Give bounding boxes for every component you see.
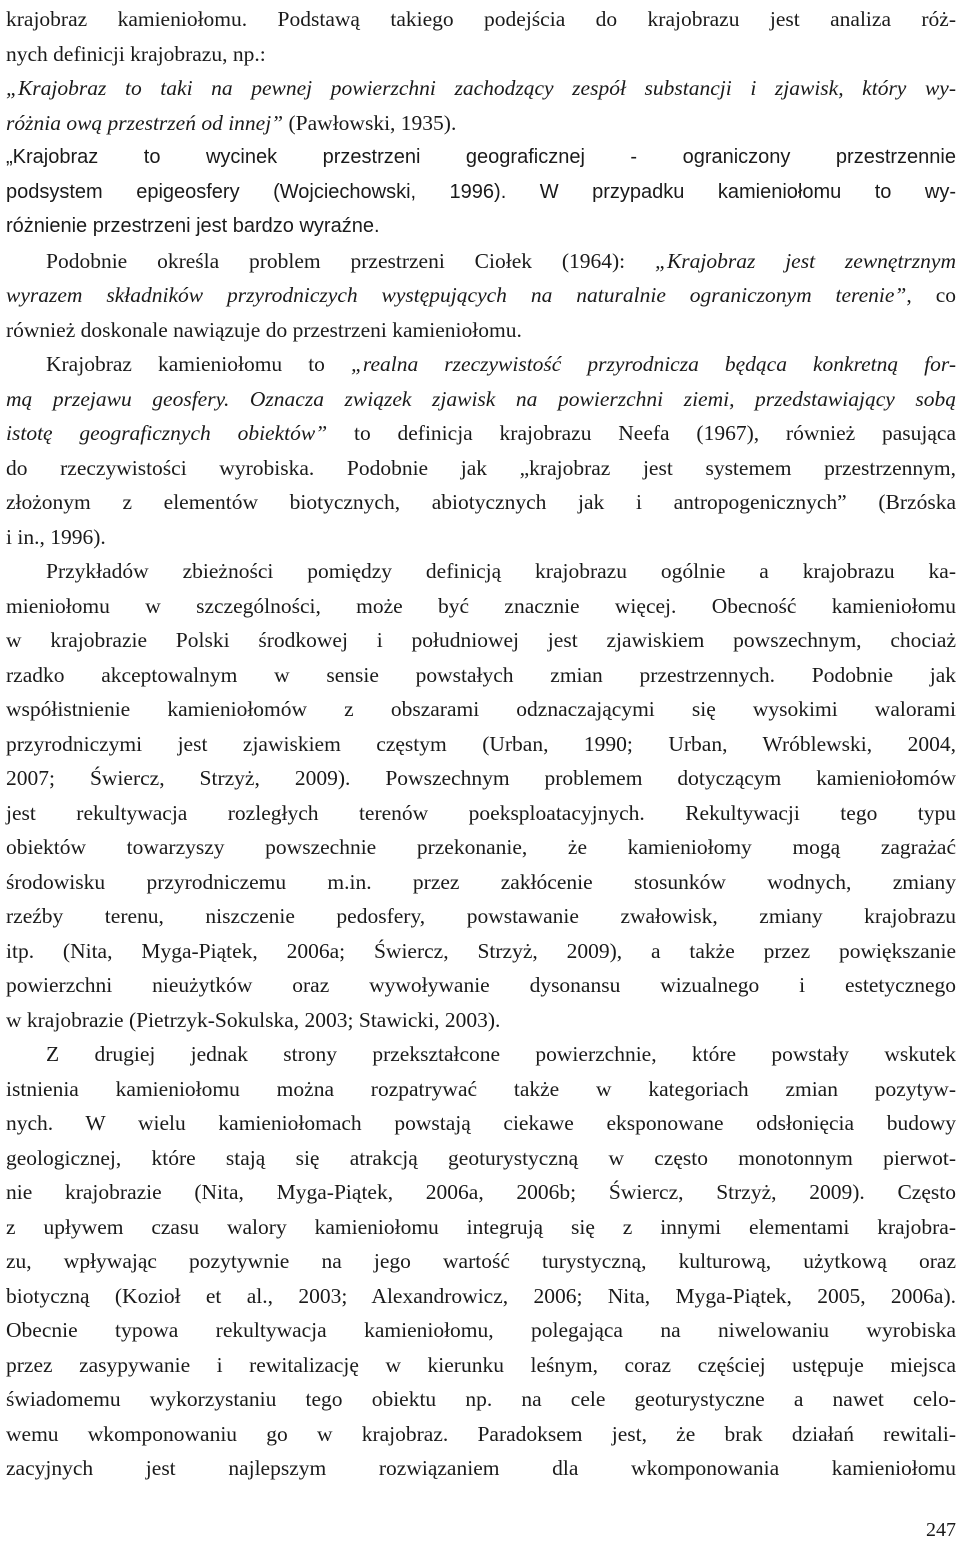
text-segment: rzeźby terenu, niszczenie pedosfery, powstawanie zwałowisk, zmiany krajobrazu xyxy=(6,904,956,928)
text-segment: powierzchni nieużytków oraz wywoływanie dysonansu wizualnego i estetycznego xyxy=(6,973,956,997)
text-segment: nych definicji krajobrazu, np.: xyxy=(6,41,266,66)
text-line xyxy=(6,2,956,36)
text-line xyxy=(6,1417,956,1451)
text-segment: świadomemu wykorzystaniu tego obiektu np. na cele geoturystyczne a nawet celo- xyxy=(6,1387,956,1411)
text-line xyxy=(6,1451,956,1485)
text-line xyxy=(6,382,956,416)
text-segment: w krajobrazie (Pietrzyk-Sokulska, 2003; Stawicki, 2003). xyxy=(6,1007,501,1032)
text-segment: przyrodniczymi jest zjawiskiem częstym (Urban, 1990; Urban, Wróblewski, 2004, xyxy=(6,731,956,756)
text-line xyxy=(6,1175,956,1209)
text-segment: to definicja krajobrazu Neefa (1967), również pasująca xyxy=(353,421,956,445)
text-segment: obiektów towarzyszy powszechnie przekonanie, że kamieniołomy mogą zagrażać xyxy=(6,835,956,859)
text-line xyxy=(6,347,956,381)
text-segment: geologicznej, które stają się atrakcją geoturystyczną w często monotonnym pierwot- xyxy=(6,1145,956,1170)
text-segment: Przykładów zbieżności pomiędzy definicją krajobrazu ogólnie a krajobrazu ka- xyxy=(46,559,956,583)
text-segment: Obecnie typowa rekultywacja kamieniołomu, polegająca na niwelowaniu wyrobiska xyxy=(6,1318,956,1342)
text-line xyxy=(6,830,956,864)
text-segment: złożonym z elementów biotycznych, abiotycznych jak i antropogenicznych” (Brzóska xyxy=(6,490,956,514)
text-line xyxy=(6,1348,956,1382)
text-segment: jest rekultywacja rozległych terenów poeksploatacyjnych. Rekultywacji tego typu xyxy=(6,800,956,825)
text-segment: , co xyxy=(906,283,957,307)
page-number: 247 xyxy=(926,1519,956,1541)
text-segment: zacyjnych jest najlepszym rozwiązaniem dla wkomponowania kamieniołomu xyxy=(6,1456,956,1480)
text-segment: różnienie przestrzeni jest bardzo wyraźne. xyxy=(6,215,380,237)
text-line xyxy=(6,106,956,140)
text-line xyxy=(6,278,956,312)
text-line xyxy=(6,451,956,485)
italic-text-segment: mą przejawu geosfery. Oznacza związek zjawisk na powierzchni ziemi, przedstawiający sobą xyxy=(6,386,956,411)
italic-text-segment: „Krajobraz to taki na pewnej powierzchni zachodzący zespół substancji i zjawisk, który wy- xyxy=(6,76,956,100)
text-line xyxy=(6,589,956,623)
text-segment: zu, wpływając pozytywnie na jego wartość turystyczną, kulturową, użytkową oraz xyxy=(6,1249,956,1273)
text-segment: i in., 1996). xyxy=(6,524,106,549)
text-segment: również doskonale nawiązuje do przestrzeni kamieniołomu. xyxy=(6,317,522,342)
text-segment: przez zasypywanie i rewitalizację w kierunku leśnym, coraz częściej ustępuje miejsca xyxy=(6,1352,956,1377)
text-segment: rzadko akceptowalnym w sensie powstałych zmian przestrzennych. Podobnie jak xyxy=(6,662,956,687)
text-line xyxy=(6,209,956,243)
text-line xyxy=(6,140,956,174)
text-segment: itp. (Nita, Myga-Piątek, 2006a; Świercz, Strzyż, 2009), a także przez powiększanie xyxy=(6,938,956,963)
text-line xyxy=(6,623,956,657)
text-segment: nie krajobrazie (Nita, Myga-Piątek, 2006a, 2006b; Świercz, Strzyż, 2009). Często xyxy=(6,1180,956,1204)
text-segment: biotyczną (Kozioł et al., 2003; Alexandrowicz, 2006; Nita, Myga-Piątek, 2005, 2006a). xyxy=(6,1283,956,1308)
text-line xyxy=(6,554,956,588)
text-line xyxy=(6,1382,956,1416)
text-line xyxy=(6,968,956,1002)
italic-text-segment: „realna rzeczywistość przyrodnicza będąca konkretną for- xyxy=(350,352,957,376)
text-line xyxy=(6,1003,956,1037)
text-line xyxy=(6,727,956,761)
text-line xyxy=(6,796,956,830)
text-segment: Z drugiej jednak strony przekształcone powierzchnie, które powstały wskutek xyxy=(46,1042,956,1066)
text-line xyxy=(6,1210,956,1244)
text-segment: istnienia kamieniołomu można rozpatrywać także w kategoriach zmian pozytyw- xyxy=(6,1076,956,1101)
text-segment: „Krajobraz to wycinek przestrzeni geograficznej - ograniczony przestrzennie xyxy=(6,146,956,168)
text-line xyxy=(6,761,956,795)
text-segment: z upływem czasu walory kamieniołomu integrują się z innymi elementami krajobra- xyxy=(6,1214,956,1239)
text-line xyxy=(6,692,956,726)
text-line xyxy=(6,1279,956,1313)
italic-text-segment: wyrazem składników przyrodniczych występujących na naturalnie ograniczonym terenie” xyxy=(6,283,907,307)
text-line xyxy=(6,1141,956,1175)
italic-text-segment: istotę geograficznych obiektów” xyxy=(6,421,354,445)
italic-text-segment: różnia ową przestrzeń od innej” xyxy=(6,110,289,135)
text-line xyxy=(6,1037,956,1071)
text-segment: podsystem epigeosfery (Wojciechowski, 1996). W przypadku kamieniołomu to wy- xyxy=(6,180,956,203)
text-line xyxy=(6,71,956,105)
text-line xyxy=(6,1244,956,1278)
text-line xyxy=(6,865,956,899)
text-line xyxy=(6,416,956,450)
text-line xyxy=(6,485,956,519)
text-segment: mieniołomu w szczególności, może być znacznie więcej. Obecność kamieniołomu xyxy=(6,593,956,618)
text-line xyxy=(6,1313,956,1347)
text-line xyxy=(6,658,956,692)
text-line xyxy=(6,1072,956,1106)
text-segment: Podobnie określa problem przestrzeni Ciołek (1964): xyxy=(46,248,655,273)
text-segment: 2007; Świercz, Strzyż, 2009). Powszechnym problemem dotyczącym kamieniołomów xyxy=(6,766,956,790)
text-segment: krajobraz kamieniołomu. Podstawą takiego podejścia do krajobrazu jest analiza róż- xyxy=(6,7,956,31)
text-line xyxy=(6,244,956,278)
text-line xyxy=(6,934,956,968)
text-line xyxy=(6,899,956,933)
italic-text-segment: „Krajobraz jest zewnętrznym xyxy=(654,248,956,273)
text-segment: do rzeczywistości wyrobiska. Podobnie jak „krajobraz jest systemem przestrzennym, xyxy=(6,455,956,480)
text-segment: nych. W wielu kamieniołomach powstają ciekawe eksponowane odsłonięcia budowy xyxy=(6,1111,956,1135)
text-segment: środowisku przyrodniczemu m.in. przez zakłócenie stosunków wodnych, zmiany xyxy=(6,869,956,894)
text-line xyxy=(6,1106,956,1140)
text-segment: (Pawłowski, 1935). xyxy=(288,110,457,135)
text-segment: Krajobraz kamieniołomu to xyxy=(46,352,351,376)
text-segment: w krajobrazie Polski środkowej i południowej jest zjawiskiem powszechnym, chociaż xyxy=(6,628,956,652)
text-segment: współistnienie kamieniołomów z obszarami odznaczającymi się wysokimi walorami xyxy=(6,697,956,721)
text-line xyxy=(6,520,956,554)
text-segment: wemu wkomponowaniu go w krajobraz. Paradoksem jest, że brak działań rewitali- xyxy=(6,1421,956,1446)
text-line xyxy=(6,313,956,347)
text-line xyxy=(6,37,956,71)
text-line xyxy=(6,175,956,209)
